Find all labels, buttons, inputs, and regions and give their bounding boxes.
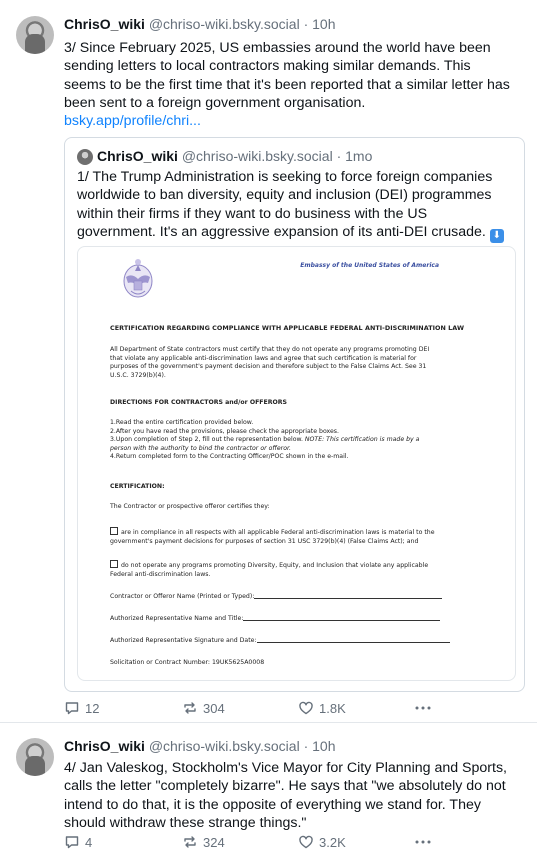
post-text-line: should withdraw these strange things.": [64, 814, 307, 831]
doc-line: are in compliance in all respects with all applicable Federal anti-discrimination laws is material to the: [121, 529, 435, 536]
embassy-header: Embassy of the United States of America: [300, 262, 439, 269]
quote-text-line: within their firms if they want to do business with the US: [77, 205, 428, 222]
post-text-line: intend to do that, it is the opposite of everything we stand for. They: [64, 796, 481, 813]
doc-line: that violate any applicable anti-discrimination laws and agree that such certification is material for: [110, 354, 417, 362]
quote-text-line: worldwide to ban diversity, equity and inclusion (DEI) programmes: [77, 187, 492, 204]
post-text-line: 4/ Jan Valeskog, Stockholm's Vice Mayor for City Planning and Sports,: [64, 760, 507, 776]
signature-line: [243, 620, 440, 621]
checkbox-icon: [110, 527, 118, 535]
reply-button[interactable]: [64, 834, 92, 850]
directions-heading: DIRECTIONS FOR CONTRACTORS and/or OFFERORS: [110, 399, 288, 406]
post[interactable]: [0, 723, 537, 862]
doc-line: All Department of State contractors must certify that they do not operate any programs promoting DEI: [110, 346, 430, 353]
author-name[interactable]: ChrisO_wiki: [64, 738, 145, 754]
embassy-seal-icon: [118, 257, 158, 301]
post-header: [64, 16, 336, 32]
doc-note: NOTE: This certification is made by a: [304, 436, 420, 444]
quote-time: · 1mo: [336, 148, 373, 164]
like-count: 1.8K: [319, 700, 346, 716]
post-text-line: calls the letter "completely bizarre". He says that "we absolutely do not: [64, 778, 506, 795]
quote-text-line: government. It's an aggressive expansion of its anti-DEI crusade.: [77, 223, 486, 240]
doc-note: person with the authority to bind the contractor or offeror.: [110, 444, 291, 452]
post-text: [64, 759, 526, 832]
quote-header: [97, 148, 372, 164]
checkbox-item-2: [110, 560, 510, 579]
avatar[interactable]: [16, 16, 54, 54]
post-text-line: seems to be the first time that it's been reported that a similar letter has: [64, 76, 510, 93]
repost-icon: [182, 700, 198, 716]
heart-icon: [298, 834, 314, 850]
field-rep-signature: [110, 637, 510, 646]
reply-icon: [64, 834, 80, 850]
like-button[interactable]: [298, 834, 346, 850]
quote-avatar: [77, 149, 93, 165]
document-image[interactable]: [77, 246, 516, 681]
reply-count: 12: [85, 700, 100, 716]
field-contractor-name: [110, 593, 510, 602]
document-title: CERTIFICATION REGARDING COMPLIANCE WITH APPLICABLE FEDERAL ANTI-DISCRIMINATION LAW: [110, 324, 465, 332]
checkbox-item-1: [110, 527, 510, 546]
doc-field-label: Authorized Representative Name and Title:: [110, 615, 244, 622]
doc-line: Federal anti-discrimination laws.: [110, 570, 211, 578]
post-text: [64, 39, 526, 130]
repost-count: 324: [203, 834, 225, 850]
quote-author-handle: @chriso-wiki.bsky.social: [181, 148, 333, 164]
quote-author-name: ChrisO_wiki: [97, 148, 178, 164]
post-actions: [64, 834, 504, 854]
directions-list: [110, 419, 510, 462]
reply-button[interactable]: [64, 700, 99, 716]
quote-text: [77, 168, 517, 243]
quoted-post[interactable]: [64, 137, 525, 692]
post-text-line: been sent to a foreign government organisation.: [64, 94, 366, 111]
post-time[interactable]: · 10h: [303, 738, 336, 754]
more-icon: [414, 700, 432, 716]
post-header: [64, 738, 336, 754]
like-button[interactable]: [298, 700, 346, 716]
post-actions: [64, 700, 504, 720]
doc-line: government's payment decisions for purposes of section 31 USC 3729(b)(4) (False Claims Act); and: [110, 537, 419, 545]
document-intro: [110, 346, 510, 380]
like-count: 3.2K: [319, 834, 346, 850]
more-options-button[interactable]: [414, 834, 432, 850]
down-arrow-icon: ⬇: [490, 229, 504, 243]
repost-icon: [182, 834, 198, 850]
reply-icon: [64, 700, 80, 716]
more-icon: [414, 834, 432, 850]
post-link[interactable]: bsky.app/profile/chri...: [64, 113, 201, 130]
author-handle[interactable]: @chriso-wiki.bsky.social: [148, 738, 300, 754]
repost-count: 304: [203, 700, 225, 716]
more-options-button[interactable]: [414, 700, 432, 716]
avatar[interactable]: [16, 738, 54, 776]
doc-line: 2.After you have read the provisions, please check the appropriate boxes.: [110, 427, 340, 435]
reply-count: 4: [85, 834, 93, 850]
doc-line: purposes of the government's payment decision and therefore subject to the False Claims Act. See 31: [110, 363, 427, 371]
doc-line: U.S.C. 3729(b)(4).: [110, 371, 166, 379]
quote-text-line: 1/ The Trump Administration is seeking to force foreign companies: [77, 169, 493, 185]
field-contract-number: Solicitation or Contract Number: 19UK5625A0008: [110, 659, 265, 666]
field-rep-name: [110, 615, 510, 624]
checkbox-icon: [110, 560, 118, 568]
signature-line: [254, 598, 442, 599]
doc-line: 4.Return completed form to the Contracting Officer/POC shown in the e-mail.: [110, 453, 349, 461]
post-text-line: sending letters to local contractors making similar demands. This: [64, 58, 471, 75]
author-handle[interactable]: @chriso-wiki.bsky.social: [148, 16, 300, 32]
doc-line: 3.Upon completion of Step 2, fill out the representation below.: [110, 436, 303, 444]
certification-intro: The Contractor or prospective offeror certifies they:: [110, 503, 270, 510]
heart-icon: [298, 700, 314, 716]
certification-heading: CERTIFICATION:: [110, 483, 165, 490]
repost-button[interactable]: [182, 700, 225, 716]
author-name[interactable]: ChrisO_wiki: [64, 16, 145, 32]
doc-line: do not operate any programs promoting Diversity, Equity, and Inclusion that violate any applicable: [121, 562, 429, 569]
repost-button[interactable]: [182, 834, 225, 850]
doc-field-label: Contractor or Offeror Name (Printed or Typed):: [110, 593, 255, 600]
post-time[interactable]: · 10h: [303, 16, 336, 32]
doc-line: 1.Read the entire certification provided below.: [110, 419, 254, 426]
signature-line: [257, 642, 450, 643]
doc-field-label: Authorized Representative Signature and Date:: [110, 637, 257, 644]
post-text-line: 3/ Since February 2025, US embassies around the world have been: [64, 40, 491, 56]
